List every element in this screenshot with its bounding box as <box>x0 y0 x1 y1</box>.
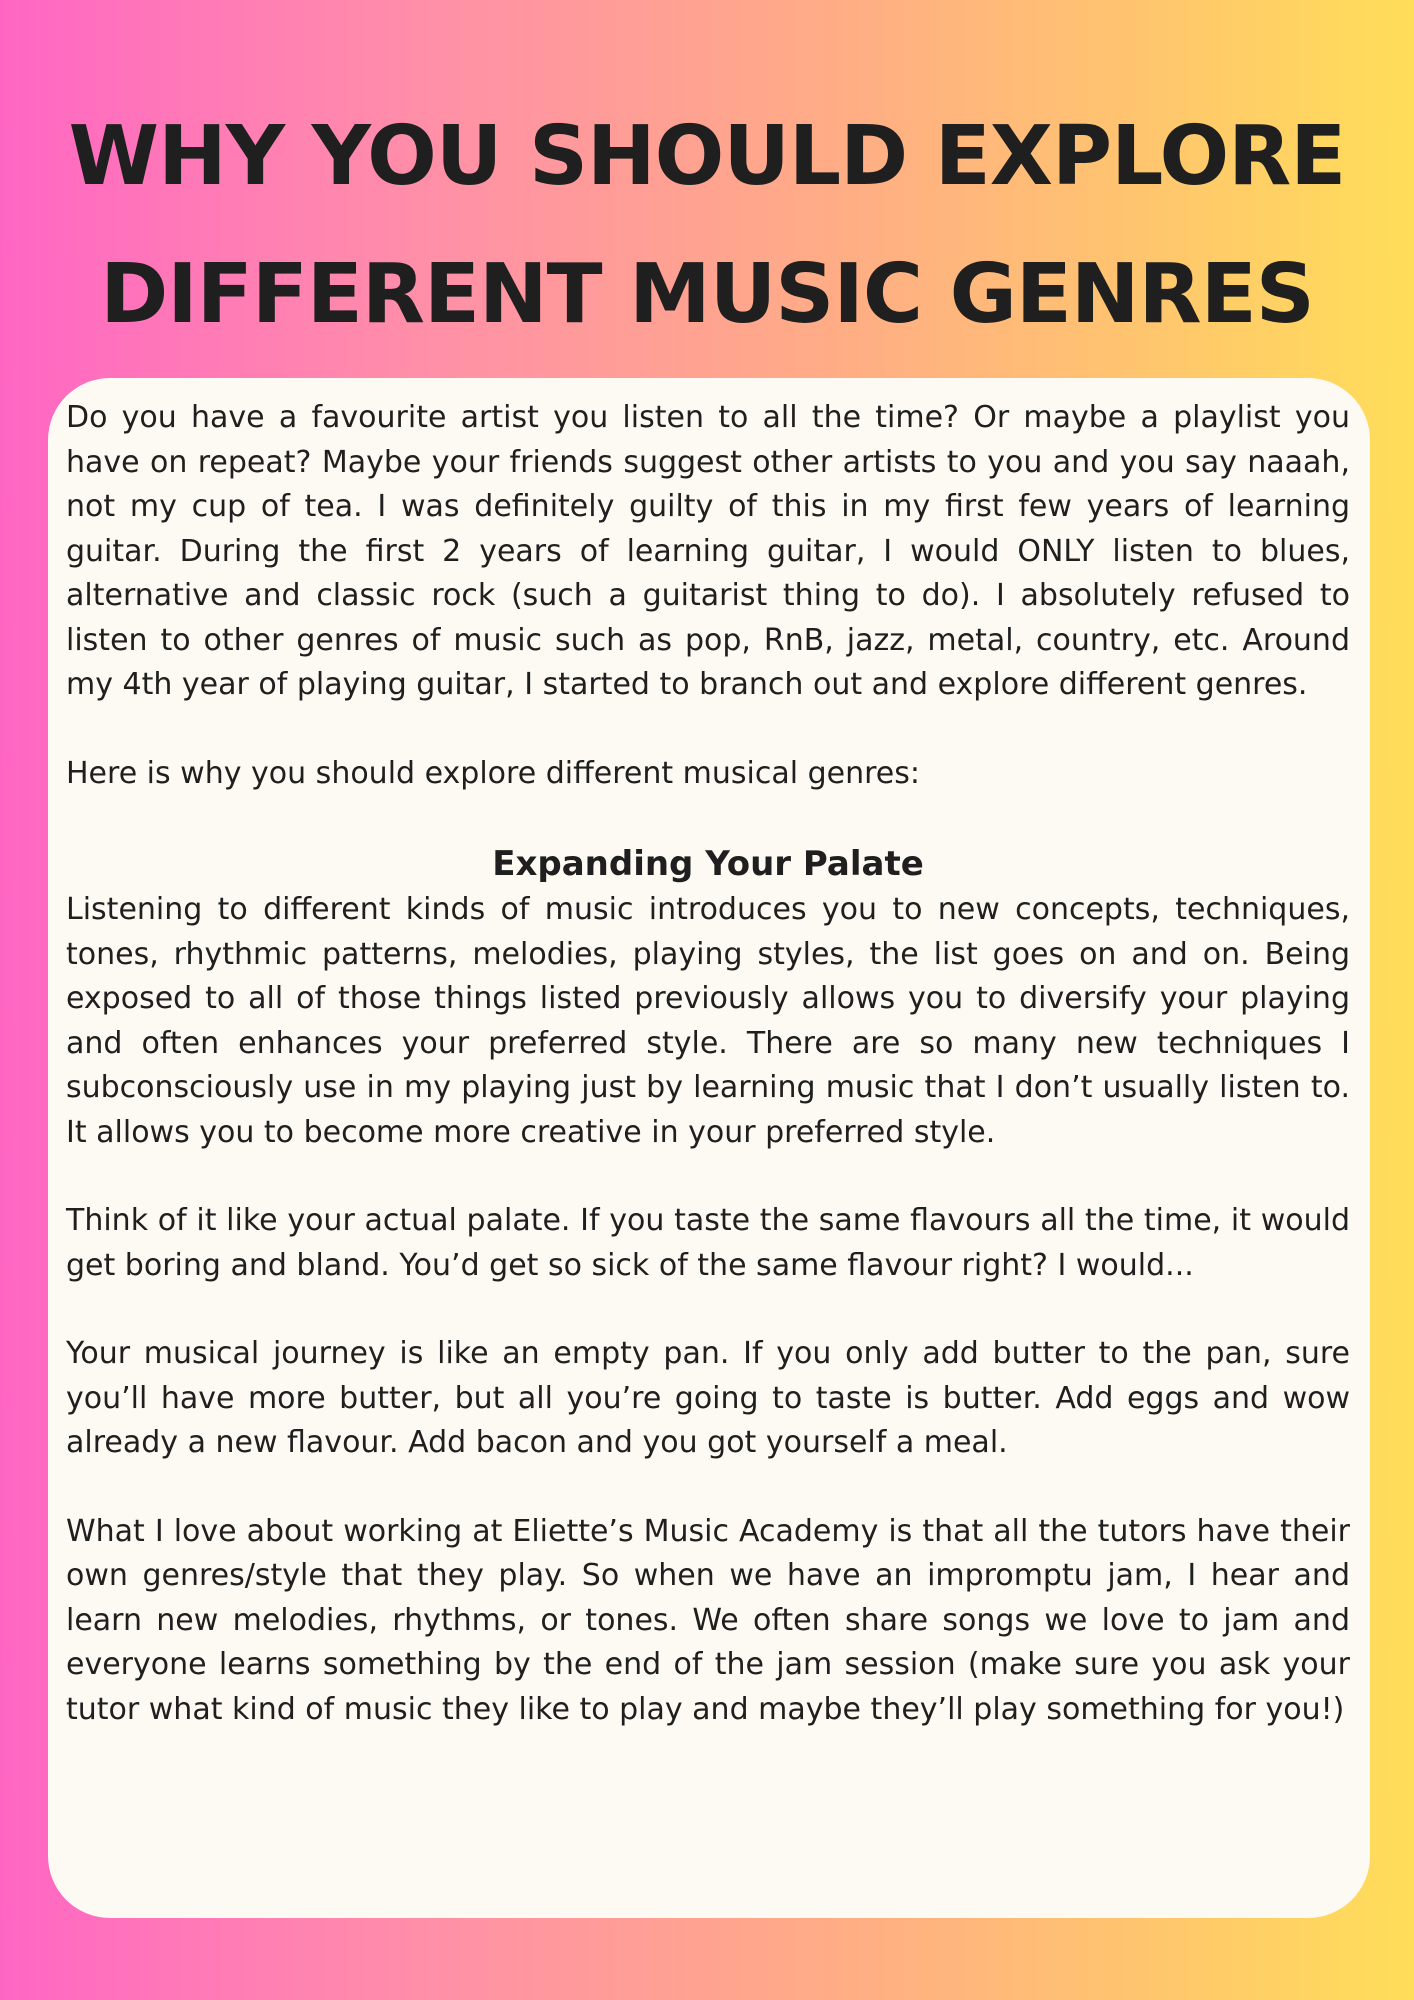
section-paragraph-2: Think of it like your actual palate. If you taste the same flavours all the time, it would get boring and bland. You’d get so sick of the same flavour right? I would... <box>66 1203 1350 1283</box>
intro-paragraph: Do you have a favourite artist you listen to all the time? Or maybe a playlist you have on repeat? Maybe your friends suggest other artists to you and you say naaah, not my cup of tea. I was definitely guilty of this in my first few years of learning guitar. During the first 2 years of learning guitar, I would ONLY listen to blues, alternative and classic rock (such a guitarist thing to do). I absolutely refused to listen to other genres of music such as pop, RnB, jazz, metal, country, etc. Around my 4th year of playing guitar, I started to branch out and explore different genres. <box>66 400 1350 702</box>
section-paragraph-1: Listening to different kinds of music introduces you to new concepts, techniques, tones, rhythmic patterns, melodies, playing styles, the list goes on and on. Being exposed to all of those things listed previously allows you to diversify your playing and often enhances your preferred style. There are so many new techniques I subconsciously use in my playing just by learning music that I don’t usually listen to. It allows you to become more creative in your preferred style. <box>66 892 1350 1150</box>
content-card <box>48 378 1370 1918</box>
page-title <box>0 88 1414 364</box>
lead-in-paragraph: Here is why you should explore different musical genres: <box>66 755 920 791</box>
title-line-1: WHY YOU SHOULD EXPLORE <box>68 109 1346 204</box>
section-paragraph-4: What I love about working at Eliette’s Music Academy is that all the tutors have their own genres/style that they play. So when we have an impromptu jam, I hear and learn new melodies, rhythms, or tones. We often share songs we love to jam and everyone learns something by the end of the jam session (make sure you ask your tutor what kind of music they like to play and maybe they’ll play something for you!) <box>66 1513 1350 1727</box>
title-line-2: DIFFERENT MUSIC GENRES <box>100 247 1314 342</box>
section-paragraph-3: Your musical journey is like an empty pan. If you only add butter to the pan, sure you’ll have more butter, but all you’re going to taste is butter. Add eggs and wow already a new flavour. Add bacon and you got yourself a meal. <box>66 1336 1350 1460</box>
section-heading: Expanding Your Palate <box>492 844 924 884</box>
